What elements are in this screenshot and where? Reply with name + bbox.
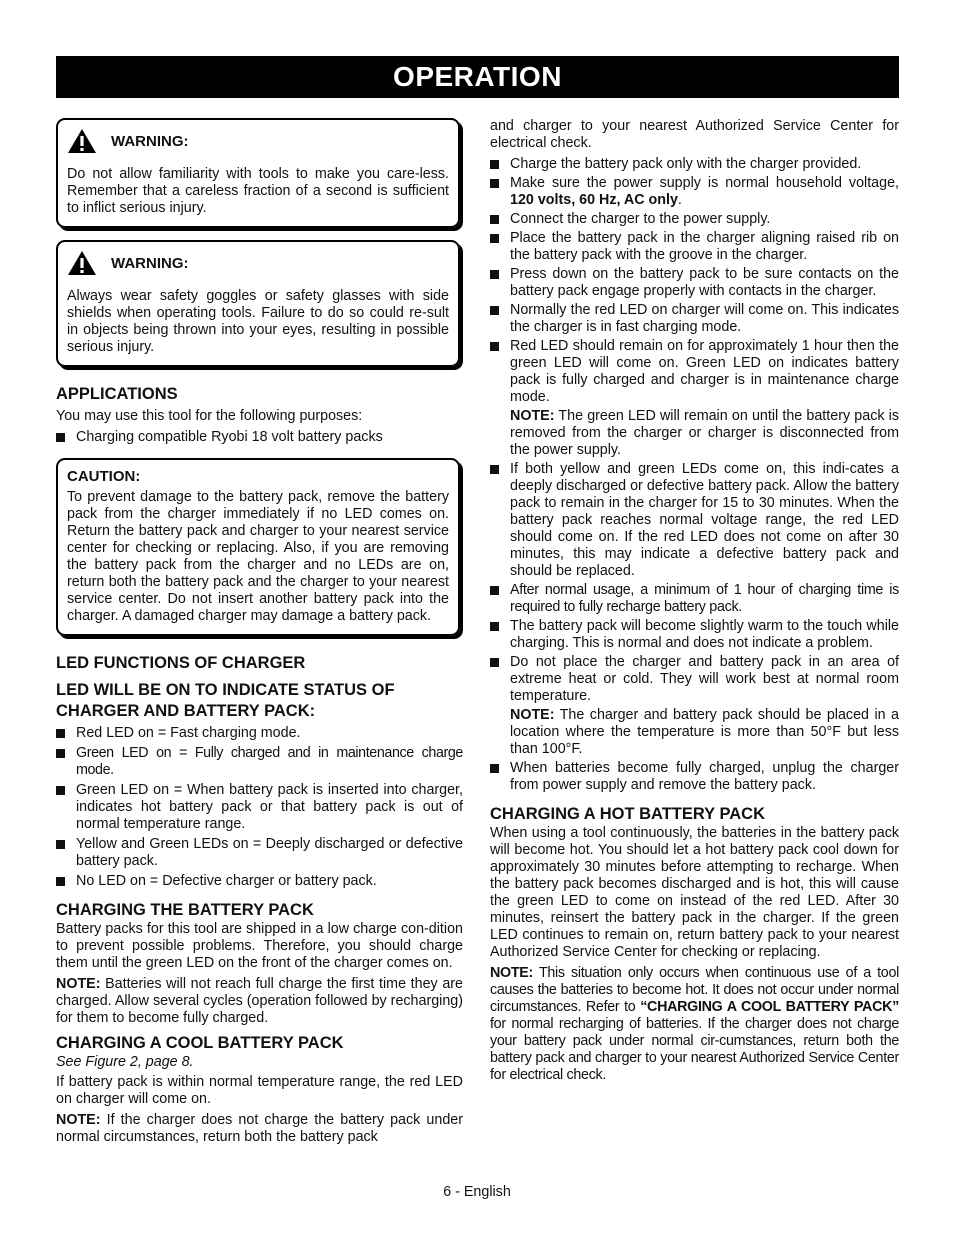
bullet-icon xyxy=(490,179,499,188)
right-column xyxy=(490,118,899,1084)
list-item: Press down on the battery pack to be sure contacts on the battery pack engage properly with contacts in the charger. xyxy=(490,266,899,300)
cool-text: If battery pack is within normal temperature range, the red LED on charger will come on. xyxy=(56,1074,463,1107)
list-item: Connect the charger to the power supply. xyxy=(490,211,899,228)
warning-box-familiarity xyxy=(56,118,460,228)
caution-text: To prevent damage to the battery pack, remove the battery pack from the charger immediately if no LED comes on. Return the battery pack and charger to your nearest service center for checking or replacing. Also, if you are removing the battery pack from the charger and no LEDs are on, return both the battery pack and the charger to your nearest service center. Do not insert another battery pack into the charger. A damaged charger may damage a battery pack. xyxy=(67,489,449,624)
list-item: Red LED on = Fast charging mode. xyxy=(56,725,463,742)
list-item: Normally the red LED on charger will come on. This indicates the charger is in fast charging mode. xyxy=(490,302,899,336)
hot-text: When using a tool continuously, the batteries in the battery pack will become hot. You should let a hot battery pack cool down for approximately 30 minutes before attempting to recharge. When the battery pack becomes discharged and is hot, this will cause the green LED to come on instead of the red LED. After 30 minutes, reinsert the battery pack in the charger. If the green LED continues to remain on, return battery pack to your nearest Authorized Service Center for checking or replacing. xyxy=(490,825,899,960)
list-item: Make sure the power supply is normal household voltage, 120 volts, 60 Hz, AC only. xyxy=(490,175,899,209)
warning-title: WARNING: xyxy=(67,128,449,154)
list-item: The battery pack will become slightly warm to the touch while charging. This is normal and does not indicate a problem. xyxy=(490,618,899,652)
note-green-led: NOTE: The green LED will remain on until the battery pack is removed from the charger or charger is disconnected from the power supply. xyxy=(510,408,899,458)
list-item: Green LED on = Fully charged and in maintenance charge mode. xyxy=(56,745,463,779)
continued-text: and charger to your nearest Authorized Service Center for electrical check. xyxy=(490,118,899,151)
hot-note: NOTE: This situation only occurs when continuous use of a tool causes the batteries to become hot. It does not occur under normal circumstances. Refer to “CHARGING A COOL BATTERY PACK” for normal recharging of batteries. If the charger does not charge your battery pack under normal cir-cumstances, return both the battery pack and charger to your nearest Authorized Service Center for electrical check. xyxy=(490,965,899,1083)
warning-text: Do not allow familiarity with tools to make you care-less. Remember that a careless fraction of a second is sufficient to inflict serious injury. xyxy=(67,166,449,216)
bullet-icon xyxy=(490,160,499,169)
cool-heading: CHARGING A COOL BATTERY PACK xyxy=(56,1034,344,1052)
charging-note: NOTE: Batteries will not reach full charge the first time they are charged. Allow several cycles (operation followed by recharging) for them to become fully charged. xyxy=(56,976,463,1026)
bullet-icon xyxy=(490,764,499,773)
list-item: After normal usage, a minimum of 1 hour of charging time is required to fully recharge battery pack. xyxy=(490,582,899,616)
caution-title: CAUTION: xyxy=(67,468,141,485)
page-footer: 6 - English xyxy=(443,1184,511,1200)
bullet-icon xyxy=(490,234,499,243)
list-item: Place the battery pack in the charger aligning raised rib on the battery pack with the groove in the charger. xyxy=(490,230,899,264)
charging-text: Battery packs for this tool are shipped in a low charge con-dition to prevent possible problems. Therefore, you should charge them until the green LED on the front of the charger comes on. xyxy=(56,921,463,971)
list-item: If both yellow and green LEDs come on, this indi-cates a deeply discharged or defective battery pack. Allow the battery pack to remain in the charger for 15 to 30 minutes. When the battery pack reaches normal voltage range, the red LED should come on. If the red LED does not come on after 30 minutes, this may indicate a defective battery pack and should be replaced. xyxy=(490,461,899,580)
bullet-icon xyxy=(56,877,65,886)
charging-steps-list-2 xyxy=(490,461,899,705)
bullet-icon xyxy=(490,270,499,279)
page-title: OPERATION xyxy=(393,61,562,92)
hot-heading: CHARGING A HOT BATTERY PACK xyxy=(490,805,765,823)
list-item: Green LED on = When battery pack is inserted into charger, indicates hot battery pack or that battery pack is out of normal temperature range. xyxy=(56,782,463,833)
note-temperature: NOTE: The charger and battery pack should be placed in a location where the temperature is more than 50°F but less than 100°F. xyxy=(510,707,899,757)
warning-text: Always wear safety goggles or safety glasses with side shields when operating tools. Failure to do so could re-sult in objects being thrown into your eyes, resulting in possible serious injury. xyxy=(67,288,449,355)
bullet-icon xyxy=(56,749,65,758)
bullet-icon xyxy=(490,215,499,224)
applications-intro: You may use this tool for the following purposes: xyxy=(56,408,363,424)
bullet-icon xyxy=(490,342,499,351)
bullet-icon xyxy=(490,586,499,595)
bullet-icon xyxy=(56,786,65,795)
applications-list xyxy=(56,429,463,446)
list-item: Do not place the charger and battery pack in an area of extreme heat or cold. They will work best at normal room temperature. xyxy=(490,654,899,705)
warning-title: WARNING: xyxy=(67,250,449,276)
list-item: No LED on = Defective charger or battery pack. xyxy=(56,873,463,890)
bullet-icon xyxy=(490,306,499,315)
led-functions-heading: LED FUNCTIONS OF CHARGER xyxy=(56,654,306,672)
warning-icon xyxy=(67,128,97,154)
bullet-icon xyxy=(56,729,65,738)
charging-steps-list-3 xyxy=(490,760,899,794)
cool-figure-ref: See Figure 2, page 8. xyxy=(56,1054,194,1070)
led-list xyxy=(56,725,463,890)
list-item: When batteries become fully charged, unplug the charger from power supply and remove the battery pack. xyxy=(490,760,899,794)
caution-box xyxy=(56,458,460,636)
applications-heading: APPLICATIONS xyxy=(56,385,178,403)
warning-box-goggles xyxy=(56,240,460,367)
list-item: Charging compatible Ryobi 18 volt battery packs xyxy=(56,429,463,446)
list-item: Charge the battery pack only with the charger provided. xyxy=(490,156,899,173)
list-item: Red LED should remain on for approximately 1 hour then the green LED will come on. Green LED on indicates battery pack is fully charged and charger is in maintenance charge mode. xyxy=(490,338,899,406)
list-item: Yellow and Green LEDs on = Deeply discharged or defective battery pack. xyxy=(56,836,463,870)
led-status-heading: LED WILL BE ON TO INDICATE STATUS OF CHARGER AND BATTERY PACK: xyxy=(56,681,395,720)
charging-heading: CHARGING THE BATTERY PACK xyxy=(56,901,314,919)
page-header xyxy=(56,56,899,98)
bullet-icon xyxy=(56,840,65,849)
bullet-icon xyxy=(490,622,499,631)
charging-steps-list xyxy=(490,156,899,406)
left-column xyxy=(56,118,463,1146)
bullet-icon xyxy=(490,658,499,667)
warning-icon xyxy=(67,250,97,276)
cool-note: NOTE: If the charger does not charge the battery pack under normal circumstances, return both the battery pack xyxy=(56,1112,463,1145)
bullet-icon xyxy=(56,433,65,442)
bullet-icon xyxy=(490,465,499,474)
